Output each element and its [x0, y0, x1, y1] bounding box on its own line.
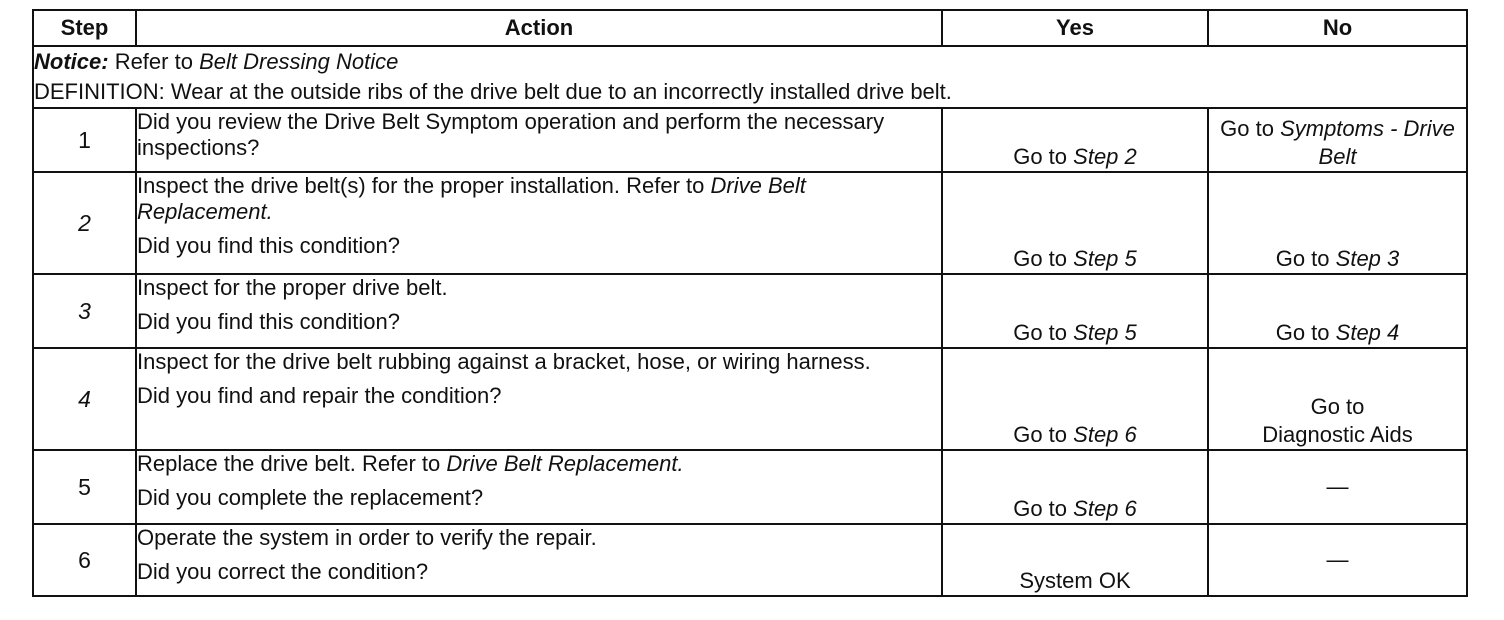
no-prefix: Go to — [1275, 320, 1330, 345]
step-row — [33, 348, 1467, 450]
no-cell — [1208, 274, 1467, 348]
yes-cell — [942, 348, 1208, 450]
action-text-main: Replace the drive belt. Refer to — [137, 451, 441, 476]
action-cell — [136, 108, 942, 172]
no-prefix: Go to — [1220, 116, 1274, 141]
notice-line — [34, 47, 1466, 77]
notice-prefix: Refer to — [114, 49, 193, 74]
no-dash: — — [1326, 547, 1349, 572]
no-ref: Symptoms - Drive Belt — [1280, 116, 1455, 169]
header-no: No — [1208, 10, 1467, 46]
notice-row — [33, 46, 1467, 108]
notice-cell — [33, 46, 1467, 108]
action-ref: Drive Belt Replacement. — [446, 451, 684, 476]
action-text: Did you review the Drive Belt Symptom operation and perform the necessary inspections? — [137, 109, 885, 160]
header-action: Action — [136, 10, 942, 46]
step-number: 2 — [33, 172, 136, 274]
no-ref: Step 4 — [1335, 320, 1400, 345]
yes-ref: Step 6 — [1073, 422, 1137, 447]
action-cell — [136, 274, 942, 348]
notice-link: Belt Dressing Notice — [199, 49, 399, 74]
diagnostic-table — [32, 9, 1468, 597]
step-number: 5 — [33, 450, 136, 524]
no-cell — [1208, 172, 1467, 274]
yes-cell — [942, 524, 1208, 596]
no-cell — [1208, 450, 1467, 524]
action-cell — [136, 172, 942, 274]
no-cell — [1208, 524, 1467, 596]
action-question: Did you correct the condition? — [137, 559, 429, 584]
no-line2: Diagnostic Aids — [1262, 422, 1413, 447]
action-text — [137, 173, 941, 225]
yes-prefix: Go to — [1013, 246, 1068, 271]
action-cell — [136, 524, 942, 596]
header-row — [33, 10, 1467, 46]
no-line1: Go to — [1310, 394, 1365, 419]
definition-line: DEFINITION: Wear at the outside ribs of the drive belt due to an incorrectly installed drive belt. — [34, 79, 952, 104]
step-row — [33, 108, 1467, 172]
action-question: Did you complete the replacement? — [137, 485, 484, 510]
yes-ref: Step 2 — [1073, 144, 1137, 169]
action-ref: Drive Belt Replacement. — [137, 173, 806, 224]
step-number: 1 — [33, 108, 136, 172]
yes-text: System OK — [1019, 568, 1131, 593]
step-row — [33, 524, 1467, 596]
step-row — [33, 450, 1467, 524]
action-question: Did you find this condition? — [137, 309, 400, 334]
yes-cell — [942, 274, 1208, 348]
step-row — [33, 274, 1467, 348]
notice-label: Notice: — [34, 49, 109, 74]
action-text: Inspect for the drive belt rubbing against a bracket, hose, or wiring harness. — [137, 349, 871, 374]
no-prefix: Go to — [1275, 246, 1330, 271]
header-step: Step — [33, 10, 136, 46]
yes-prefix: Go to — [1013, 422, 1068, 447]
yes-prefix: Go to — [1013, 320, 1068, 345]
yes-ref: Step 5 — [1073, 320, 1137, 345]
no-ref: Step 3 — [1335, 246, 1400, 271]
action-cell — [136, 348, 942, 450]
yes-cell — [942, 172, 1208, 274]
action-text: Inspect for the proper drive belt. — [137, 275, 448, 300]
action-question: Did you find and repair the condition? — [137, 383, 502, 408]
yes-cell — [942, 108, 1208, 172]
step-number: 3 — [33, 274, 136, 348]
step-number: 6 — [33, 524, 136, 596]
action-question: Did you find this condition? — [137, 233, 400, 258]
action-text: Operate the system in order to verify the repair. — [137, 525, 597, 550]
header-yes: Yes — [942, 10, 1208, 46]
action-text-main: Inspect the drive belt(s) for the proper installation. Refer to — [137, 173, 705, 198]
action-cell — [136, 450, 942, 524]
no-dash: — — [1326, 474, 1349, 499]
no-cell — [1208, 348, 1467, 450]
no-cell — [1208, 108, 1467, 172]
yes-ref: Step 5 — [1073, 246, 1137, 271]
yes-prefix: Go to — [1013, 144, 1068, 169]
step-row — [33, 172, 1467, 274]
yes-ref: Step 6 — [1073, 496, 1137, 521]
yes-prefix: Go to — [1013, 496, 1068, 521]
step-number: 4 — [33, 348, 136, 450]
action-text — [137, 451, 941, 477]
yes-cell — [942, 450, 1208, 524]
